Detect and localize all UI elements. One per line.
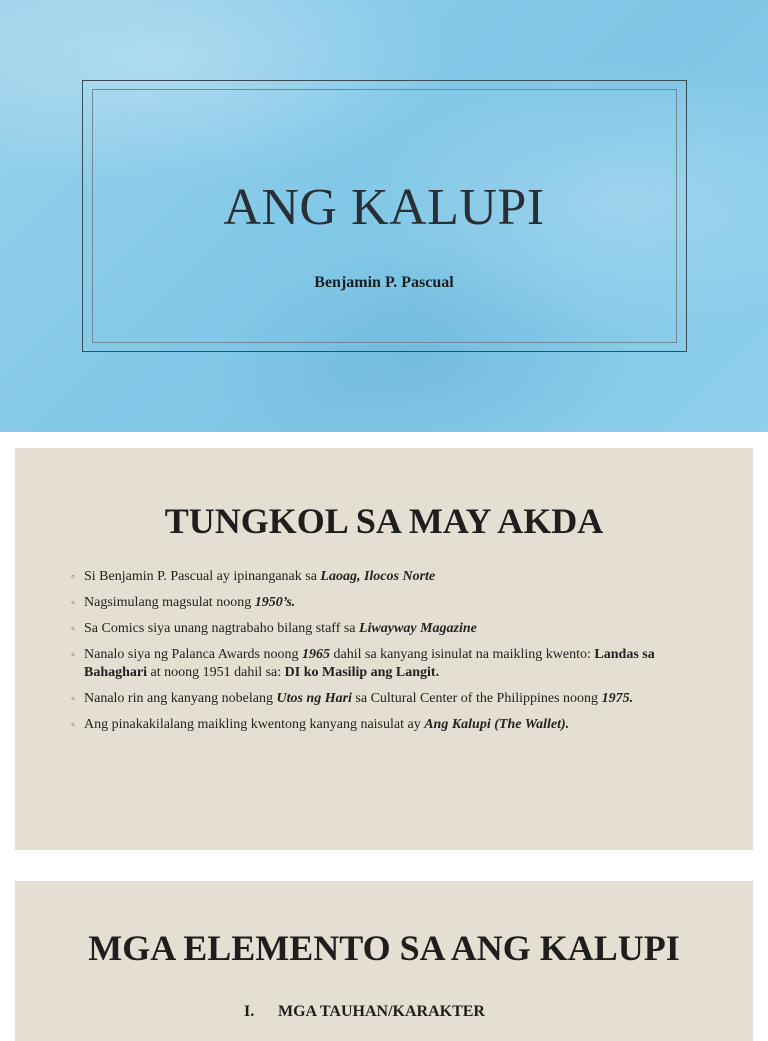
elements-slide: [15, 881, 753, 1041]
item-label: MGA TAUHAN/KARAKTER: [278, 1003, 485, 1020]
bullet-marker: ◦: [71, 719, 75, 731]
list-item: ◦ Nagsimulang magsulat noong 1950’s.: [71, 595, 296, 610]
bullet-marker: ◦: [71, 597, 75, 609]
bullet-marker: ◦: [71, 623, 75, 635]
list-item: ◦ Si Benjamin P. Pascual ay ipinanganak sa Laoag, Ilocos Norte: [71, 569, 436, 584]
bullet-marker: ◦: [71, 571, 75, 583]
list-item: ◦ Nanalo siya ng Palanca Awards noong 1965 dahil sa kanyang isinulat na maikling kwento: Landas sa Bahaghari at noong 1951 dahil sa: DI ko Masilip ang Langit.: [71, 647, 655, 680]
elements-title: MGA ELEMENTO SA ANG KALUPI: [88, 928, 680, 968]
bullet-marker: ◦: [71, 693, 75, 705]
about-author-title: TUNGKOL SA MAY AKDA: [164, 501, 604, 541]
list-item: ◦ Ang pinakakilalang maikling kwentong kanyang naisulat ay Ang Kalupi (The Wallet).: [71, 717, 570, 732]
bullet-marker: ◦: [71, 649, 75, 661]
list-item: ◦ Nanalo rin ang kanyang nobelang Utos ng Hari sa Cultural Center of the Philippines noong 1975.: [71, 691, 634, 706]
title-slide: [0, 0, 768, 432]
list-item: ◦ Sa Comics siya unang nagtrabaho bilang staff sa Liwayway Magazine: [71, 621, 477, 636]
item-number: I.: [244, 1003, 255, 1020]
slide-title: ANG KALUPI: [223, 179, 545, 236]
author-name: Benjamin P. Pascual: [314, 274, 454, 291]
about-author-slide: [15, 448, 753, 850]
elements-item: [244, 1003, 485, 1021]
author-facts-list: [71, 568, 711, 742]
